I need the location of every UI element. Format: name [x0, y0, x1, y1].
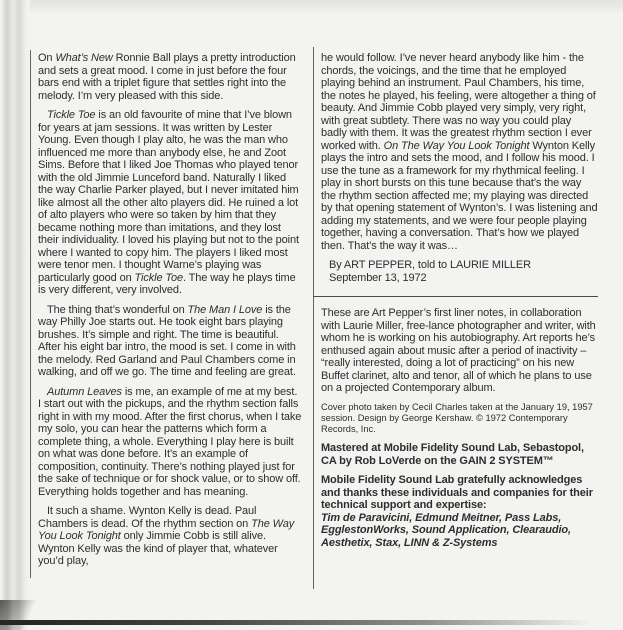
mastering-credit-paragraph	[321, 442, 598, 467]
text-run: . The way he plays time is very different, very involved.	[38, 271, 296, 296]
text-run: On	[38, 52, 56, 64]
text-run: What’s New	[55, 52, 113, 64]
right-column-fold-line	[313, 47, 314, 589]
text-run: Autumn Leaves	[47, 385, 122, 398]
text-run: The thing that’s wonderful on	[47, 303, 188, 316]
notes-paragraph-rhythm-section	[321, 52, 598, 252]
text-run: By ART PEPPER, told to LAURIE MILLER	[329, 259, 531, 271]
text-run: Tim de Paravicini, Edmund Meitner, Pass Labs, EgglestonWorks, Sound Application, Clearaudio, Aesthetix, Stax, LINN & Z-Systems	[321, 511, 571, 549]
notes-paragraph-autumn-leaves	[38, 386, 302, 499]
text-run: Wynton Kelly plays the intro and sets the mood, and I follow his mood. I use the tune as a framework for my rhythmical feeling. I play in short bursts on this tune because that’s the way the rhythm section affected me; my playing was directed by that opening statement of Wynton’s. I was listening and adding my statements, and we were four people playing together, having a conversation. That’s how we played then. That’s the way it was…	[321, 139, 598, 252]
text-run: Mastered at Mobile Fidelity Sound Lab, Sebastopol, CA by Rob LoVerde on the GAIN 2 SYSTEM™	[321, 442, 584, 467]
text-run: The Man I Love	[187, 303, 263, 316]
notes-paragraph-whats-new	[38, 52, 302, 102]
liner-notes-right-column	[321, 52, 598, 556]
text-run: is me, an example of me at my best. I start out with the pickups, and the rhythm section falls right in with my mood. After the first chorus, when I take my solo, you can hear the patterns which form a complete thing, a whole. Everything I play here is built on what was done before. It’s an example of composition, continuity. There’s nothing played just for the sake of technique or for shock value, or to show off. Everything holds together and has meaning.	[38, 385, 302, 498]
notes-paragraph-shame	[38, 505, 302, 568]
byline	[321, 259, 598, 284]
text-run: September 13, 1972	[329, 271, 427, 284]
scan-bottom-edge-shadow	[0, 620, 592, 625]
text-run: The Way You Look Tonight	[38, 517, 295, 542]
credits-paragraph	[321, 402, 598, 436]
scan-top-edge	[0, 0, 623, 14]
text-run: Mobile Fidelity Sound Lab gratefully acknowledges and thanks these individuals and companies for their technical support and expertise:	[321, 474, 593, 512]
text-run: Tickle Toe	[47, 109, 96, 121]
text-run: These are Art Pepper’s first liner notes, in collaboration with Laurie Miller, free-lance photographer and writer, with whom he is working on his autobiography. Art reports he’s enthused again about music after a period of inactivity – “really interested, doing a lot of practicing” on his new Buffet clarinet, alto and tenor, all of which he plans to use on a projected Contemporary album.	[321, 307, 596, 394]
text-run: is the way Philly Joe starts out. He took eight bars playing brushes. It’s simple and right. The time is beautiful. After his eight bar intro, the mood is set. I come in with the melody. Red Garland and Paul Chambers come in walking, and off we go. The time and feeling are great.	[38, 303, 296, 378]
text-run: Cover photo taken by Cecil Charles taken at the January 19, 1957 session. Design by George Kershaw. © 1972 Contemporary Records, Inc.	[321, 401, 593, 434]
text-run: Ronnie Ball plays a pretty introduction and sets a great mood. I come in just before the four bars end with a triplet figure that settles right into the melody. I’m very pleased with this side.	[38, 52, 296, 102]
text-run: Tickle Toe	[134, 271, 183, 284]
notes-paragraph-tickle-toe	[38, 109, 302, 297]
booklet-spine-shadow	[0, 0, 30, 630]
text-run: only Jimmie Cobb is still alive. Wynton Kelly was the kind of player that, whatever you’d play,	[38, 530, 278, 567]
acknowledgements-paragraph	[321, 474, 598, 549]
text-run: is an old favourite of mine that I’ve blown for years at jam sessions. It was written by Lester Young. Even though I play alto, he was the man who influenced me more than anybody else, he and Zoot Sims. Before that I liked Joe Thomas who played tenor with the old Jimmie Lunceford band. Naturally I liked the way Charlie Parker played, but I never imitated him like almost all the other alto players did. He ruined a lot of alto players who were so taken by him that they became nothing more than imitations, and they lost their individuality. I loved his playing but not to the point where I wanted to copy him. The players I liked most were tenor men. I thought Warne’s playing was particularly good on	[38, 109, 299, 284]
text-run: he would follow. I’ve never heard anybody like him - the chords, the voicings, and the time that he employed playing behind an instrument. Paul Chambers, his time, the notes he played, his feeling, were altogether a thing of beauty. And Jimmie Cobb played very simply, very right, with great subtlety. There was no way you could play badly with them. It was the greatest rhythm section I ever worked with.	[321, 52, 596, 152]
text-run: On The Way You Look Tonight	[383, 139, 530, 152]
left-column-fold-line	[30, 50, 31, 578]
notes-paragraph-man-i-love	[38, 304, 302, 379]
liner-notes-left-column	[38, 52, 302, 575]
text-run: It such a shame. Wynton Kelly is dead. Paul Chambers is dead. Of the rhythm section on	[38, 505, 257, 530]
editor-note-paragraph	[321, 307, 598, 395]
section-divider	[313, 296, 598, 297]
scan-corner-shadow	[0, 600, 48, 630]
